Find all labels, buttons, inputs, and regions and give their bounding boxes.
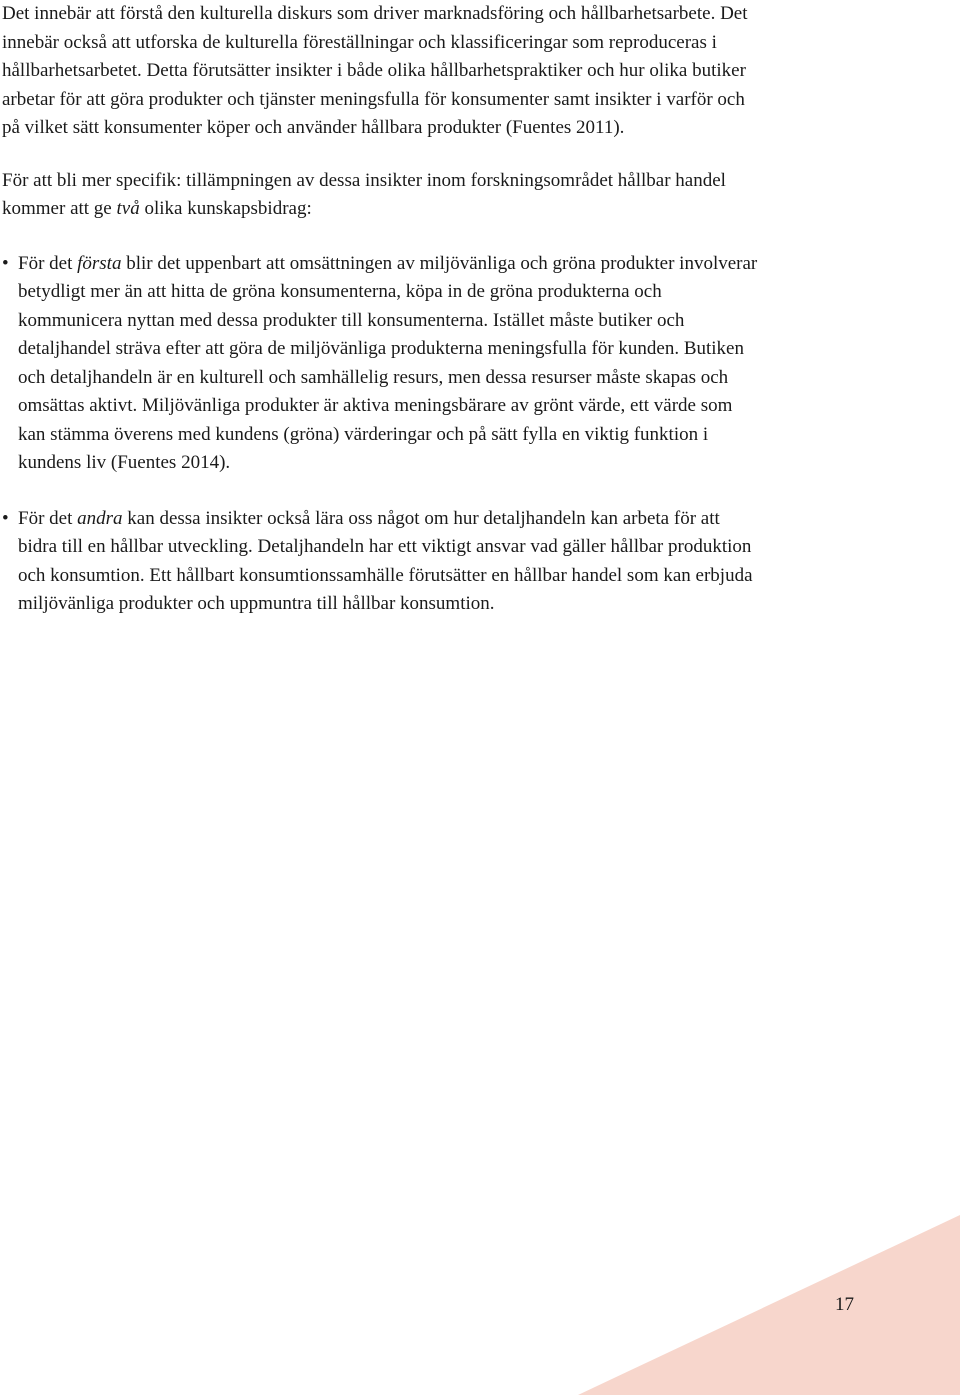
body-text <box>0 0 760 619</box>
page-number: 17 <box>835 1294 854 1315</box>
emphasis-first: första <box>77 252 122 274</box>
paragraph-intro: Det innebär att förstå den kulturella diskurs som driver marknadsföring och hållbarhetsarbete. Det innebär också att utforska de kulturella föreställningar och klassificeringar som reproduceras i hållbarhetsarbetet. Detta förutsätter insikter i både olika hållbarhetspraktiker och hur olika butiker arbetar för att göra produkter och tjänster meningsfulla för konsumenter samt insikter i varför och på vilket sätt konsumenter köper och använder hållbara produkter (Fuentes 2011). <box>2 3 748 138</box>
contribution-list <box>0 250 760 619</box>
list-item-second <box>0 505 760 619</box>
list-item-first-start: För det <box>18 252 78 274</box>
emphasis-two: två <box>116 198 140 219</box>
list-item-first-text: blir det uppenbart att omsättningen av miljövänliga och gröna produkter involverar betydligt mer än att hitta de gröna konsumenterna, köpa in de gröna produkterna och kommunicera nyttan med dessa produkter till konsumenterna. Istället måste butiker och detaljhandel sträva efter att göra de miljövänliga produkterna meningsfulla för kunden. Butiken och detaljhandeln är en kulturell och samhällelig resurs, men dessa resurser måste skapas och omsättas aktivt. Miljövänliga produkter är aktiva meningsbärare av grönt värde, ett värde som kan stämma överens med kundens (gröna) värderingar och på sätt fylla en viktig funktion i kundens liv (Fuentes 2014). <box>18 252 758 473</box>
list-item-second-start: För det <box>18 507 78 529</box>
bullet-icon: • <box>2 252 9 274</box>
list-item-first <box>0 250 760 478</box>
list-item-second-text: kan dessa insikter också lära oss något om hur detaljhandeln kan arbeta för att bidra till en hållbar utveckling. Detaljhandeln har ett viktigt ansvar vad gäller hållbar produktion och konsumtion. Ett hållbart konsumtionssamhälle förutsätter en hållbar handel som kan erbjuda miljövänliga produkter och uppmuntra till hållbar konsumtion. <box>18 507 753 614</box>
bullet-icon: • <box>2 507 9 529</box>
paragraph-contributions <box>0 167 760 224</box>
paragraph-contributions-end: olika kunskapsbidrag: <box>139 198 312 219</box>
emphasis-second: andra <box>77 507 123 529</box>
paragraph-contributions-start: För att bli mer specifik: tillämpningen av dessa insikter inom forskningsområdet hållbar handel kommer att ge <box>2 169 726 219</box>
